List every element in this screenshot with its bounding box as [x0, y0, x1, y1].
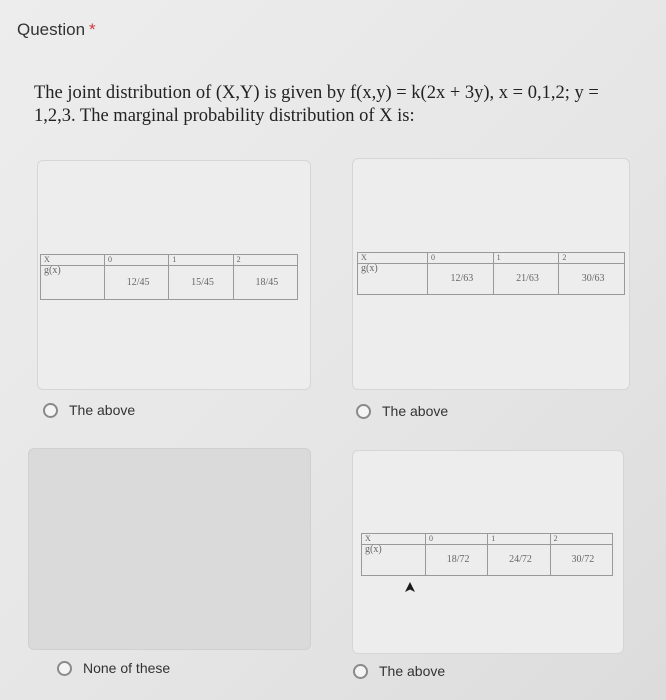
- table-prob-value: 21/63: [493, 264, 559, 295]
- table-x-value: 2: [559, 253, 625, 264]
- option-4-table: [361, 533, 613, 576]
- table-x-value: 1: [488, 534, 550, 545]
- table-x-value: 1: [169, 255, 233, 266]
- option-1-radio[interactable]: [43, 403, 58, 418]
- table-x-header: X: [362, 534, 426, 545]
- option-1-table: [40, 254, 298, 300]
- table-prob-value: 15/45: [169, 266, 233, 300]
- table-prob-value: 12/45: [105, 266, 169, 300]
- option-3-radio[interactable]: [57, 661, 72, 676]
- option-4[interactable]: [353, 663, 445, 679]
- question-line-2: 1,2,3. The marginal probability distribution of X is:: [34, 106, 415, 126]
- table-x-value: 0: [426, 534, 488, 545]
- table-prob-value: 24/72: [488, 545, 550, 576]
- table-prob-value: 30/63: [559, 264, 625, 295]
- table-g-header: g(x): [41, 266, 105, 300]
- option-1-image-card[interactable]: [37, 160, 311, 390]
- table-prob-value: 18/72: [426, 545, 488, 576]
- question-header: [17, 20, 96, 40]
- option-3[interactable]: [57, 660, 170, 676]
- option-1-label: The above: [69, 402, 136, 418]
- table-x-value: 1: [493, 253, 559, 264]
- question-line-1: The joint distribution of (X,Y) is given by f(x,y) = k(2x + 3y), x = 0,1,2; y =: [34, 83, 599, 103]
- table-x-value: 0: [105, 255, 169, 266]
- table-x-value: 2: [550, 534, 612, 545]
- table-g-header: g(x): [358, 264, 428, 295]
- question-text: [34, 82, 644, 128]
- option-4-image-card[interactable]: [352, 450, 624, 654]
- option-4-radio[interactable]: [353, 664, 368, 679]
- option-2-radio[interactable]: [356, 404, 371, 419]
- question-label: Question: [17, 20, 86, 39]
- option-2-label: The above: [382, 403, 449, 419]
- table-x-value: 2: [233, 255, 297, 266]
- option-3-label: None of these: [83, 660, 171, 676]
- option-2-table: [357, 252, 625, 295]
- table-x-value: 0: [428, 253, 494, 264]
- option-4-label: The above: [379, 663, 446, 679]
- table-x-header: X: [41, 255, 105, 266]
- table-g-header: g(x): [362, 545, 426, 576]
- option-3-image-card[interactable]: [28, 448, 311, 650]
- table-prob-value: 30/72: [550, 545, 612, 576]
- table-prob-value: 12/63: [428, 264, 494, 295]
- mouse-cursor-icon: [403, 581, 417, 595]
- required-asterisk: *: [89, 20, 96, 39]
- table-prob-value: 18/45: [233, 266, 297, 300]
- table-x-header: X: [358, 253, 428, 264]
- option-1[interactable]: [43, 402, 135, 418]
- option-2[interactable]: [356, 403, 448, 419]
- option-2-image-card[interactable]: [352, 158, 630, 390]
